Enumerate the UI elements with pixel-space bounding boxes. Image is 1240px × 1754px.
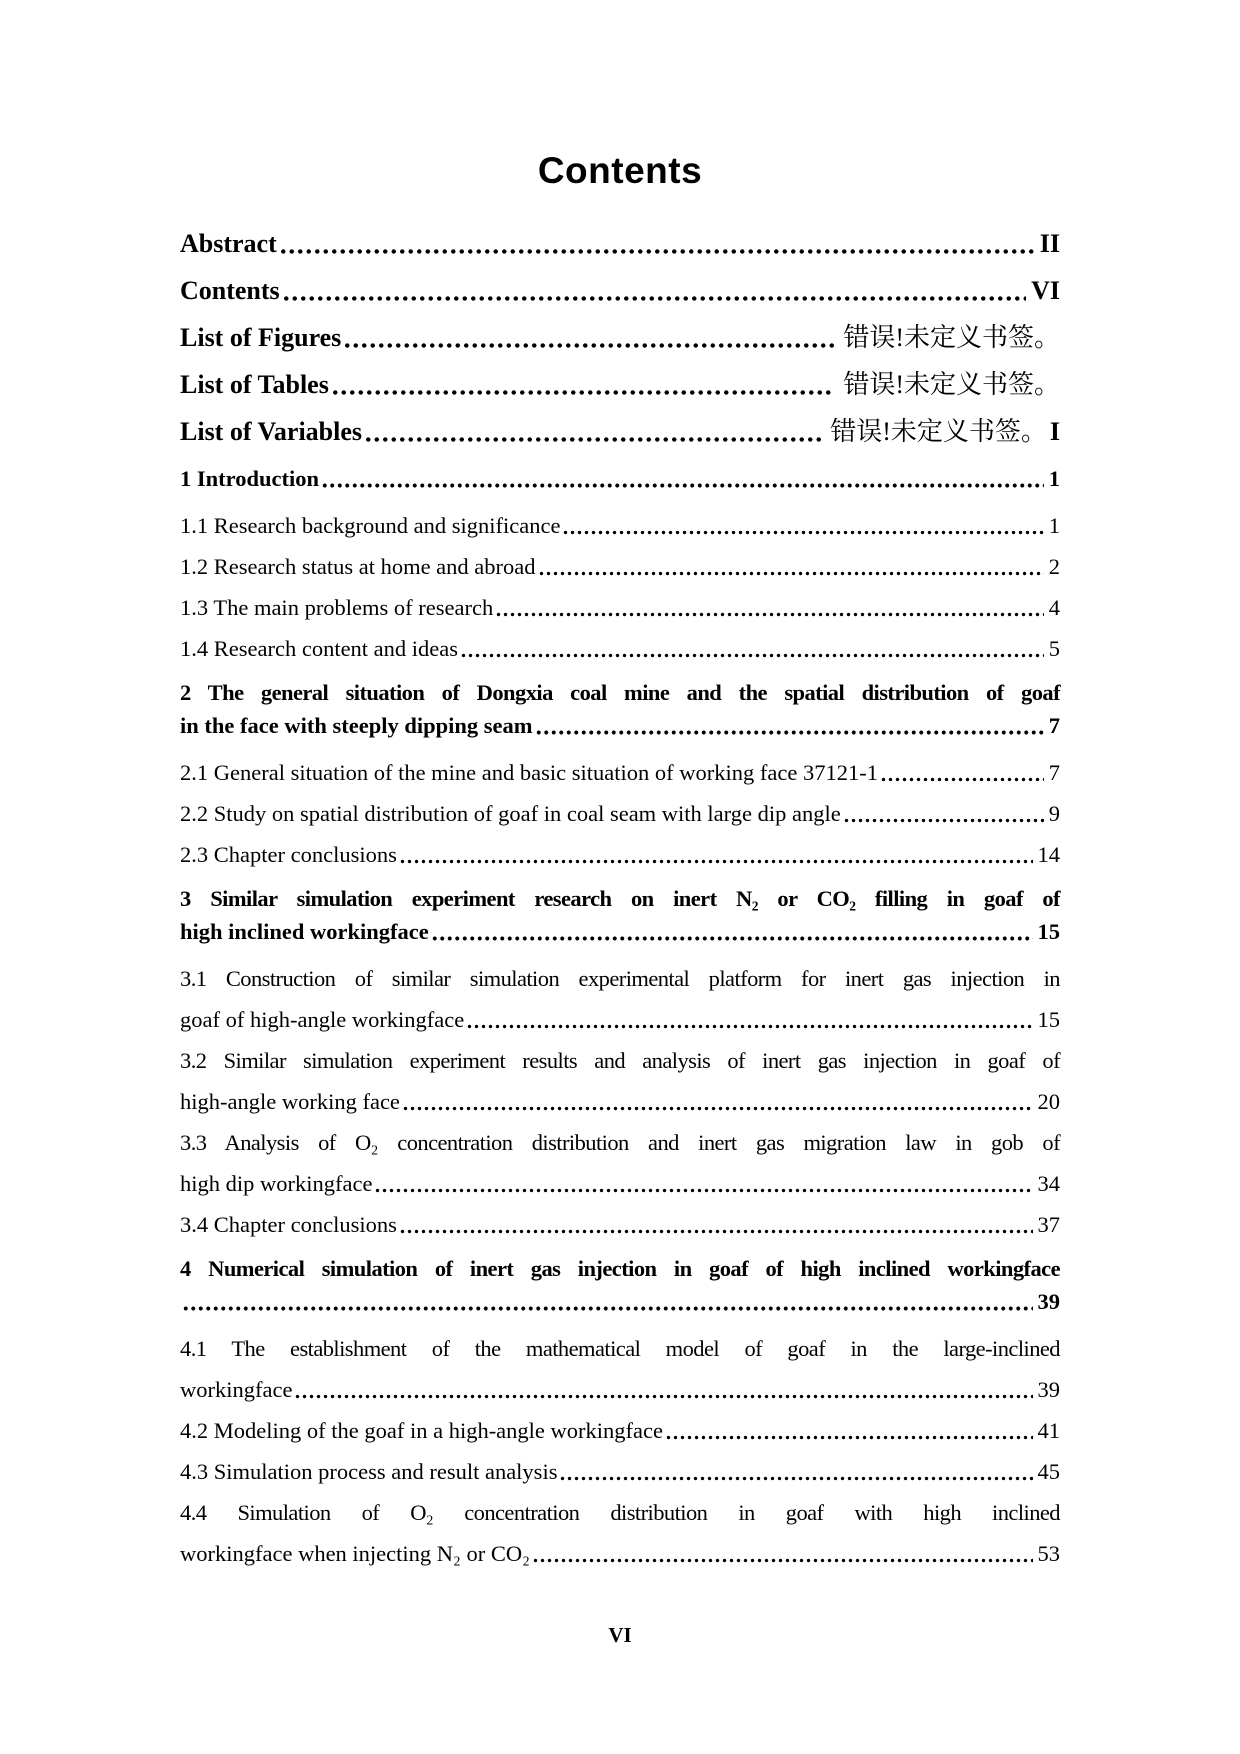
toc-entry — [180, 1492, 1060, 1574]
toc-entry-text: 2.3 Chapter conclusions — [180, 842, 397, 867]
dot-leader — [535, 709, 1044, 742]
dot-leader — [374, 1163, 1032, 1204]
toc-entry-page-number: 15 — [1037, 919, 1060, 944]
dot-leader — [321, 462, 1044, 495]
toc-entry — [180, 1410, 1060, 1451]
toc-entry — [180, 546, 1060, 587]
toc-entry-text: in the face with steeply dipping seam — [180, 713, 533, 738]
toc-entry-leader-line — [180, 1081, 1060, 1122]
toc-entry-leader-line — [180, 915, 1060, 948]
toc-entry-page-number: 15 — [1037, 1007, 1060, 1032]
toc-entry-page-number: II — [1039, 229, 1060, 258]
toc-entry-leader-line — [180, 1533, 1060, 1574]
dot-leader — [466, 999, 1032, 1040]
toc-entry-leader-line — [180, 505, 1060, 546]
toc-entry-error-bookmark-text: 错误!未定义书签。 — [843, 323, 1060, 352]
dot-leader — [562, 505, 1043, 546]
dot-leader — [495, 587, 1044, 628]
toc-entry — [180, 1252, 1060, 1318]
toc-entry — [180, 314, 1060, 361]
toc-entry-leader-line — [180, 1204, 1060, 1245]
toc-entry-page-number: VI — [1031, 276, 1060, 305]
toc-entry — [180, 1122, 1060, 1204]
toc-entry-leader-line — [180, 361, 1060, 408]
toc-entry-page-number: 7 — [1048, 760, 1060, 785]
toc-entry — [180, 361, 1060, 408]
dot-leader — [294, 1369, 1032, 1410]
toc-entry-text: 2.1 General situation of the mine and basic situation of working face 37121-1 — [180, 760, 878, 785]
toc-entry-wrapped-line: 4.1 The establishment of the mathematical model of goaf in the large-inclined — [180, 1336, 1060, 1361]
toc-entry-page-number: 37 — [1037, 1212, 1060, 1237]
page-number-footer: VI — [608, 1623, 632, 1647]
toc-entry-wrapped-line: 2 The general situation of Dongxia coal mine and the spatial distribution of goaf — [180, 680, 1060, 705]
toc-entry-text: 2.2 Study on spatial distribution of goaf in coal seam with large dip angle — [180, 801, 841, 826]
toc-entry-page-number: 4 — [1048, 595, 1060, 620]
toc-entry-leader-line — [180, 1285, 1060, 1318]
toc-entry-page-number: 9 — [1048, 801, 1060, 826]
toc-entry-text: Contents — [180, 276, 280, 305]
toc-entry-text: 4.2 Modeling of the goaf in a high-angle workingface — [180, 1418, 663, 1443]
toc-entry-leader-line — [180, 267, 1060, 314]
toc-entry-text: 4.3 Simulation process and result analysis — [180, 1459, 558, 1484]
toc-entry-leader-line — [180, 587, 1060, 628]
toc-entry-text: 1.1 Research background and significance — [180, 513, 561, 538]
toc-entry-leader-line — [180, 220, 1060, 267]
toc-entry-leader-line — [180, 752, 1060, 793]
toc-entry-text: List of Variables — [180, 417, 363, 446]
toc-entry-text: 3.4 Chapter conclusions — [180, 1212, 397, 1237]
dot-leader — [402, 1081, 1033, 1122]
toc-entry — [180, 958, 1060, 1040]
toc-entry-page-number: 45 — [1037, 1459, 1060, 1484]
page-title: Contents — [537, 150, 703, 191]
toc-entry-leader-line — [180, 999, 1060, 1040]
toc-entry-page-number: 41 — [1037, 1418, 1060, 1443]
toc-entry-text: goaf of high-angle workingface — [180, 1007, 465, 1032]
toc-entry — [180, 408, 1060, 455]
toc-entry — [180, 1204, 1060, 1245]
dot-leader — [399, 1204, 1033, 1245]
toc-entry — [180, 1451, 1060, 1492]
toc-entry-text: Abstract — [180, 229, 277, 258]
toc-entry — [180, 882, 1060, 948]
toc-entry — [180, 793, 1060, 834]
toc-entry — [180, 587, 1060, 628]
toc-entry-page-number: 39 — [1037, 1377, 1060, 1402]
toc-entry-text: high-angle working face — [180, 1089, 400, 1114]
dot-leader — [343, 314, 834, 361]
toc-entry-wrapped-line: 3.3 Analysis of O₂ concentration distribution and inert gas migration law in gob of — [180, 1130, 1060, 1155]
toc-entry-text: 1.2 Research status at home and abroad — [180, 554, 536, 579]
dot-leader — [880, 752, 1044, 793]
toc-entry — [180, 834, 1060, 875]
toc-entry-page-number: 39 — [1037, 1289, 1060, 1314]
toc-entry-page-number: 34 — [1037, 1171, 1060, 1196]
toc-entry-page-number: 5 — [1048, 636, 1060, 661]
dot-leader — [364, 408, 821, 455]
dot-leader — [431, 915, 1033, 948]
toc-entry-text: high dip workingface — [180, 1171, 373, 1196]
toc-entry-page-number: 53 — [1037, 1541, 1060, 1566]
toc-entry-text: 1.3 The main problems of research — [180, 595, 494, 620]
toc-entry — [180, 462, 1060, 495]
toc-entry-text: 1.4 Research content and ideas — [180, 636, 459, 661]
toc-entry — [180, 1328, 1060, 1410]
toc-entry-leader-line — [180, 408, 1060, 455]
toc-entry — [180, 1040, 1060, 1122]
toc-entry — [180, 628, 1060, 669]
toc-entry-page-number: 14 — [1037, 842, 1060, 867]
toc-entry-leader-line — [180, 1410, 1060, 1451]
dot-leader — [331, 361, 835, 408]
toc-entry-wrapped-line: 3.2 Similar simulation experiment results and analysis of inert gas injection in goaf of — [180, 1048, 1060, 1073]
toc-entry-text: workingface — [180, 1377, 293, 1402]
toc-entry — [180, 676, 1060, 742]
dot-leader — [282, 267, 1026, 314]
toc-entry — [180, 752, 1060, 793]
toc-entry — [180, 505, 1060, 546]
toc-entry-wrapped-line: 3.1 Construction of similar simulation experimental platform for inert gas injection in — [180, 966, 1060, 991]
toc-entry-text: List of Tables — [180, 370, 329, 399]
dot-leader — [538, 546, 1044, 587]
toc-entry-leader-line — [180, 1451, 1060, 1492]
toc-list — [180, 220, 1060, 1574]
toc-entry-leader-line — [180, 546, 1060, 587]
toc-entry-error-bookmark-text: 错误!未定义书签。 — [830, 417, 1047, 446]
toc-entry-leader-line — [180, 793, 1060, 834]
toc-entry-text: high inclined workingface — [180, 919, 429, 944]
dot-leader — [460, 628, 1044, 669]
toc-entry-page-number: 2 — [1048, 554, 1060, 579]
toc-entry-page-number: 20 — [1037, 1089, 1060, 1114]
toc-entry-leader-line — [180, 1163, 1060, 1204]
dot-leader — [665, 1410, 1033, 1451]
toc-entry-wrapped-line: 4.4 Simulation of O₂ concentration distribution in goaf with high inclined — [180, 1500, 1060, 1525]
toc-entry-page-number: 1 — [1048, 513, 1060, 538]
dot-leader — [843, 793, 1044, 834]
toc-entry — [180, 267, 1060, 314]
toc-entry-error-bookmark-text: 错误!未定义书签。 — [843, 370, 1060, 399]
dot-leader — [532, 1533, 1033, 1574]
content-column — [180, 0, 1060, 1574]
toc-entry-leader-line — [180, 462, 1060, 495]
dot-leader — [279, 220, 1035, 267]
dot-leader — [182, 1285, 1033, 1318]
toc-entry-text: 1 Introduction — [180, 466, 319, 491]
dot-leader — [399, 834, 1033, 875]
toc-entry-leader-line — [180, 834, 1060, 875]
toc-entry-leader-line — [180, 628, 1060, 669]
toc-entry-page-number: 1 — [1048, 466, 1060, 491]
toc-entry-page-number: I — [1049, 417, 1060, 446]
toc-entry-wrapped-line: 3 Similar simulation experiment research on inert N₂ or CO₂ filling in goaf of — [180, 886, 1060, 911]
dot-leader — [559, 1451, 1032, 1492]
toc-entry-text: List of Figures — [180, 323, 342, 352]
toc-entry-text: workingface when injecting N₂ or CO₂ — [180, 1541, 530, 1566]
toc-entry-leader-line — [180, 709, 1060, 742]
toc-entry-page-number: 7 — [1048, 713, 1060, 738]
toc-entry-leader-line — [180, 1369, 1060, 1410]
toc-entry-wrapped-line: 4 Numerical simulation of inert gas injection in goaf of high inclined workingface — [180, 1256, 1060, 1281]
toc-entry-leader-line — [180, 314, 1060, 361]
toc-entry — [180, 220, 1060, 267]
